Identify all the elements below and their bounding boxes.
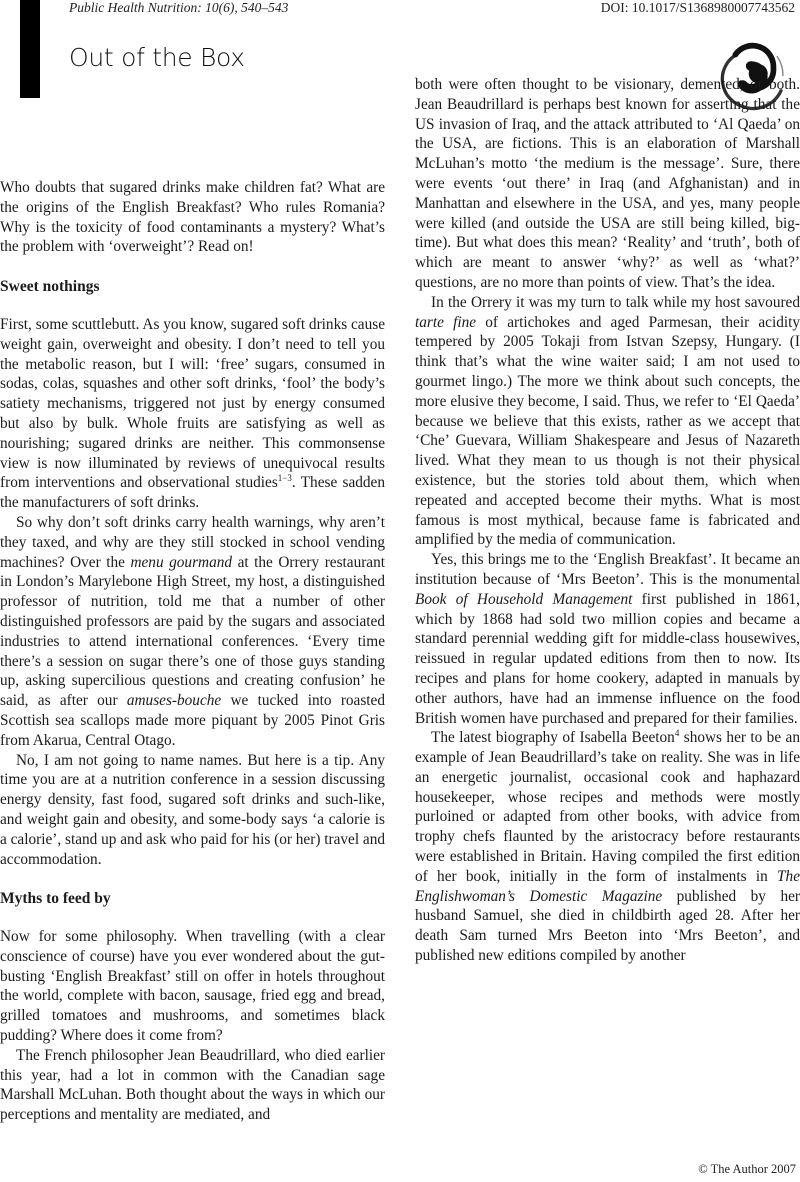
emphasis-text: The Englishwoman’s Domestic Magazine (415, 867, 800, 905)
paragraph-text: The latest biography of Isabella Beeton (431, 729, 675, 747)
article-lead: Who doubts that sugared drinks make children fat? What are the origins of the English Breakfast? Who rules Romania? Why is the toxicity of food contaminants a mystery? What’s the problem with ‘overweight’? Read on! (0, 179, 385, 256)
paragraph-text: shows her to be an example of Jean Beaudrillard’s take on reality. She was in life an energetic journalist, occasional cook and haphazard housekeeper, whose recipes and methods were mostly purloined or adapted from other books, with advice from trophy chefs flaunted by the aristocracy before restaurants were established in Britain. Having compiled the first edition of her book, initially in the form of instalments in (415, 729, 800, 885)
paragraph: Now for some philosophy. When travelling (with a clear conscience of course) have you ever wondered about the gut-busting ‘English Breakfast’ still on offer in hotels throughout the world, complete with bacon, sausage, fried egg and bread, grilled tomatoes and mushrooms, and sometimes black pudding? Where does it come from? (0, 928, 385, 1045)
section-title: Out of the Box (69, 43, 245, 72)
paragraph: both were often thought to be visionary, demented, or both. Jean Beaudrillard is perhaps best known for asserting that the US invasion of Iraq, and the attack attributed to ‘Al Qaeda’ on the USA, are fictions. This is an elaboration of Marshall McLuhan’s motto ‘the medium is the message’. Sure, there were events ‘out there’ in Iraq (and Afghanistan) and in Manhattan and elsewhere in the USA, and yes, many people were killed (and outside the USA are still being killed, big-time). But what does this mean? ‘Reality’ and ‘truth’, both of which are meant to answer ‘why?’ as well as ‘what?’ questions, are no more than points of view. That’s the idea. (415, 76, 800, 291)
paragraph-text: First, some scuttlebutt. As you know, sugared soft drinks cause weight gain, overweight and obesity. I don’t need to tell you the metabolic reason, but I will: ‘free’ sugars, consumed in sodas, colas, squashes and other soft drinks, ‘fool’ the body’s satiety mechanisms, triggered not just by energy consumed but also by bulk. Whole fruits are satisfying as well as nourishing; sugared drinks are neither. This commonsense view is now illuminated by reviews of unequivocal results from interventions and observational studies (0, 315, 385, 492)
doi-link[interactable]: DOI: 10.1017/S1368980007743562 (600, 0, 795, 15)
paragraph-text: Yes, this brings me to the ‘English Breakfast’. It became an institution because of ‘Mrs Beeton’. This is the monumental (415, 551, 800, 588)
article-column-left (0, 178, 385, 1125)
emphasis-text: Book of Household Management (415, 590, 633, 608)
paragraph-text: we tucked into roasted Scottish sea scallops made more piquant by 2005 Pinot Gris from Akarua, Central Otago. (0, 692, 385, 749)
paragraph (415, 550, 800, 728)
paragraph (0, 315, 385, 513)
paragraph-text: of artichokes and aged Parmesan, their acidity tempered by 2005 Tokaji from Istvan Szepsy, Hungary. (I think that’s what the wine waiter said; I am not used to gourmet lingo.) The more we think about such concepts, the more elusive they become, I said. Thus, we refer to ‘El Qaeda’ because we believe that this exists, rather as we accept that ‘Che’ Guevara, William Shakespeare and Jesus of Nazareth lived. What they mean to us though is not their physical existence, but the stories told about them, which when repeated and accepted become their myths. What is most famous is most mythical, because fame is fabricated and amplified by the media of communication. (415, 313, 800, 549)
section-heading: Sweet nothings (0, 278, 100, 296)
section-marker-bar (20, 0, 40, 98)
paragraph-text: . These sadden the manufacturers of soft drinks. (0, 474, 385, 512)
paragraph (415, 293, 800, 550)
article-column-right (415, 75, 800, 966)
paragraph (415, 728, 800, 966)
reference-citation[interactable]: 4 (674, 728, 680, 739)
emphasis-text: menu gourmand (130, 553, 233, 571)
reference-citation[interactable]: 1−3 (277, 473, 292, 484)
paragraph-text: first published in 1861, which by 1868 had sold two million copies and became a standard perennial wedding gift for middle-class housewives, reissued in regular updated editions from then to now. Its recipes and plans for home cookery, adapted in manuals by other authors, have had an immense influence on the food British women have purchased and prepared for their families. (415, 590, 800, 727)
paragraph: The French philosopher Jean Beaudrillard, who died earlier this year, had a lot in common with the Canadian sage Marshall McLuhan. Both thought about the ways in which our perceptions and mentality are mediated, and (0, 1046, 385, 1124)
paragraph-text: So why don’t soft drinks carry health warnings, why aren’t they taxed, and why are they still stocked in school vending machines? Over the (0, 513, 385, 571)
paragraph-text: published by her husband Samuel, she died in childbirth aged 28. After her death Sam turned Mrs Beeton into ‘Mrs Beeton’, and published new editions compiled by another (415, 887, 800, 965)
paragraph-text: at the Orrery restaurant in London’s Marylebone High Street, my host, a distinguished professor of nutrition, told me that a number of other distinguished professors are paid by the sugars and associated industries to attend international conferences. ‘Every time there’s a session on sugar there’s one of those guys standing up, asking supercilious questions and creating confusion’ he said, as after our (0, 553, 385, 710)
emphasis-text: tarte fine (415, 313, 477, 331)
section-heading: Myths to feed by (0, 890, 111, 908)
copyright-notice: © The Author 2007 (698, 1162, 796, 1176)
paragraph-text: In the Orrery it was my turn to talk while my host savoured (431, 293, 800, 311)
journal-citation: Public Health Nutrition: 10(6), 540–543 (69, 0, 289, 15)
paragraph: No, I am not going to name names. But here is a tip. Any time you are at a nutrition conference in a session discussing energy density, fast food, sugared soft drinks and such-like, and weight gain and obesity, and some-body says ‘a calorie is a calorie’, stand up and ask who paid for his (or her) travel and accommodation. (0, 751, 385, 868)
emphasis-text: amuses-bouche (126, 692, 222, 710)
paragraph (0, 513, 385, 751)
